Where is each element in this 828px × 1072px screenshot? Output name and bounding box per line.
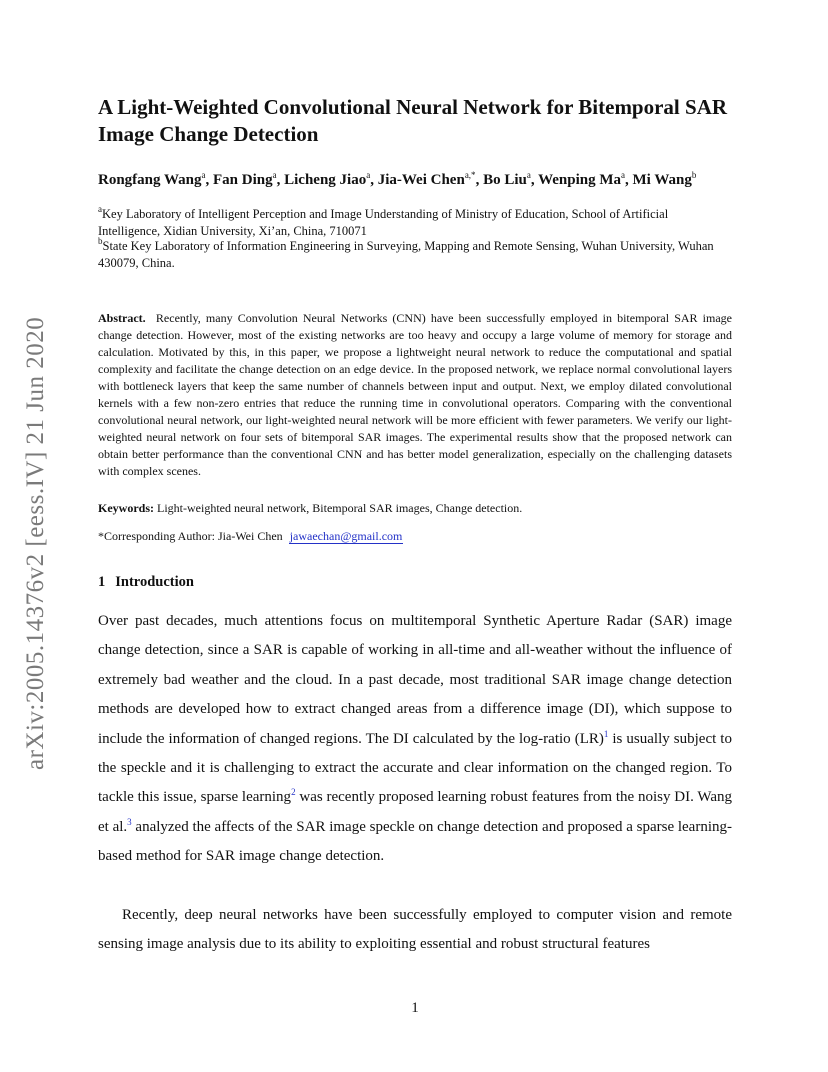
arxiv-identifier: arXiv:2005.14376v2 [eess.IV] 21 Jun 2020	[22, 316, 49, 770]
section-heading	[98, 574, 194, 591]
author-name: Licheng Jiao	[284, 172, 367, 188]
citation-link[interactable]: 2	[291, 787, 296, 798]
abstract-text: Recently, many Convolution Neural Networks (CNN) have been successfully employed in bitemporal SAR image change detection. However, most of the existing networks are too heavy and occupy a large volume of memory for storage and calculation. Motivated by this, in this paper, we propose a lightweight neural network to reduce the computational and spatial complexity and facilitate the change detection on an edge device. In the proposed network, we replace normal convolutional layers with bottleneck layers that keep the same number of channels between input and output. Next, we employ dilated convolutional kernels with a few non-zero entries that reduce the running time in convolutional operators. Comparing with the conventional convolutional neural network, our light-weighted neural network will be more efficient with fewer parameters. We verify our light-weighted neural network on four sets of bitemporal SAR images. The experimental results show that the proposed network can obtain better performance than the conventional CNN and has better model generalization, especially on the challenging datasets with complex scenes.	[98, 311, 733, 479]
keywords-label: Keywords:	[98, 501, 154, 515]
affiliation-b-mark: b	[98, 236, 103, 246]
affiliation-a-text: Key Laboratory of Intelligent Perception and Image Understanding of Ministry of Education, School of Artificial Intelligence, Xidian University, Xi’an, China, 710071	[98, 207, 669, 238]
author-affiliation-mark: a	[621, 170, 626, 180]
author-name: Fan Ding	[213, 172, 273, 188]
section-number: 1	[98, 574, 106, 590]
paragraph-text: is usually subject to the speckle and it is challenging to extract the accurate and clear information on the changed region. To tackle this issue, sparse learning	[98, 730, 732, 806]
paragraph-text: analyzed the affects of the SAR image speckle on change detection and proposed a sparse learning-based method for SAR image change detection.	[98, 818, 732, 865]
keywords	[98, 500, 732, 517]
keywords-text: Light-weighted neural network, Bitemporal SAR images, Change detection.	[157, 501, 523, 515]
author-list	[98, 170, 732, 190]
paper-title: A Light-Weighted Convolutional Neural Network for Bitemporal SAR Image Change Detection	[98, 95, 728, 146]
author-affiliation-mark: a	[272, 170, 277, 180]
affiliation-b	[98, 238, 732, 272]
author-name: Wenping Ma	[538, 172, 622, 188]
corresponding-author-label: *Corresponding Author: Jia-Wei Chen	[98, 529, 283, 543]
author-affiliation-mark: a	[366, 170, 371, 180]
affiliation-a	[98, 206, 732, 240]
author-separator: ,	[475, 172, 484, 188]
section-title: Introduction	[115, 574, 194, 590]
abstract-label: Abstract.	[98, 311, 146, 325]
author-affiliation-mark: a	[526, 170, 531, 180]
author-name: Mi Wang	[632, 172, 692, 188]
author-name: Bo Liu	[483, 172, 527, 188]
author-separator: ,	[205, 172, 214, 188]
paragraph-text: was recently proposed learning robust features from the noisy DI. Wang et al.	[98, 789, 732, 835]
author-name: Rongfang Wang	[98, 172, 202, 188]
intro-paragraph-2: Recently, deep neural networks have been successfully employed to computer vision and remote sensing image analysis due to its ability to exploiting essential and robust structural features	[98, 907, 732, 953]
author-separator: ,	[625, 172, 633, 188]
citation-link[interactable]: 3	[127, 816, 132, 827]
abstract	[98, 310, 732, 480]
affiliation-b-text: State Key Laboratory of Information Engineering in Surveying, Mapping and Remote Sensing, Wuhan University, Wuhan 430079, China.	[98, 239, 714, 270]
intro-paragraph-1	[98, 607, 732, 872]
author-affiliation-mark: a	[201, 170, 206, 180]
corresponding-author	[98, 528, 732, 545]
author-name: Jia-Wei Chen	[377, 172, 465, 188]
author-separator: ,	[276, 172, 285, 188]
page-number: 1	[411, 1000, 419, 1016]
citation-link[interactable]: 1	[603, 728, 609, 739]
affiliation-a-mark: a	[98, 204, 102, 214]
author-affiliation-mark: b	[691, 170, 697, 180]
author-separator: ,	[530, 172, 539, 188]
paragraph-text: Over past decades, much attentions focus on multitemporal Synthetic Aperture Radar (SAR) image change detection, since a SAR is capable of working in all-time and all-weather without the influence of extremely bad weather and the cloud. In a past decade, most traditional SAR image change detection methods are developed how to extract changed areas from a difference image (DI), which suppose to include the information of changed regions. The DI calculated by the log-ratio (LR)	[98, 613, 732, 747]
author-affiliation-mark: a,*	[464, 170, 476, 180]
author-separator: ,	[370, 172, 378, 188]
email-link[interactable]: jawaechan@gmail.com	[289, 529, 403, 543]
